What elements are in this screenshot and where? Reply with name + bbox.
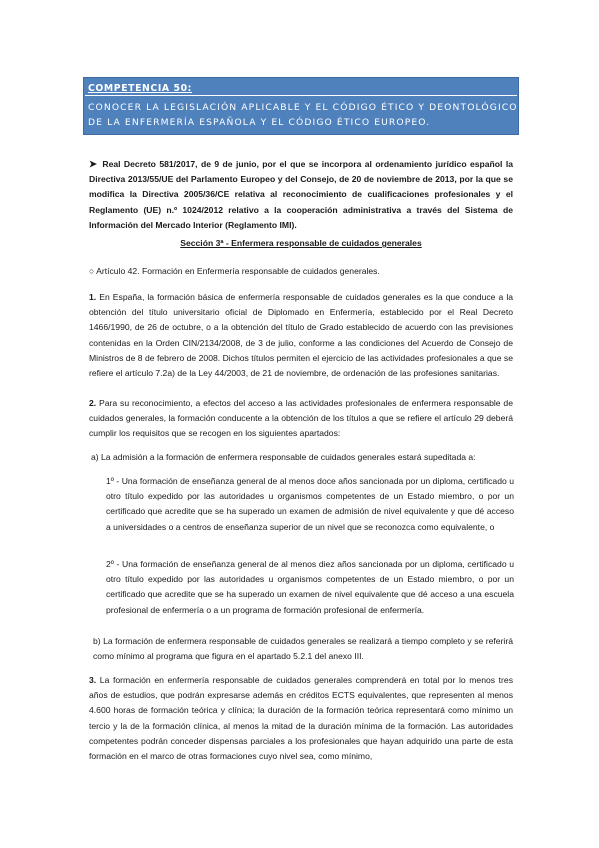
paragraph-2-text: Para su reconocimiento, a efectos del acceso a las actividades profesionales de enfermera responsable de cuidados generales, la formación conducente a la obtención de los títulos a que se refiere el artículo 29 deberá cumplir los requisitos que se recogen en los siguientes apartados: (89, 398, 513, 439)
paragraph-1-number: 1. (89, 292, 97, 302)
paragraph-2 (89, 396, 513, 442)
list-item-b: b) La formación de enfermera responsable de cuidados generales se realizará a tiempo completo y se referirá como mínimo al programa que figura en el apartado 5.2.1 del anexo III. (93, 636, 513, 662)
sub-item-2: 2º - Una formación de enseñanza general de al menos diez años sancionada por un diploma, certificado u otro título expedido por las autoridades u organismos competentes de un Estado miembro, o por un certificado que acredite que se ha superado un examen de nivel equivalente que dé acceso a una escuela profesional de enfermería o a un programa de formación profesional de enfermería. (106, 559, 514, 615)
paragraph-3 (89, 673, 513, 764)
paragraph-3-number: 3. (89, 675, 97, 685)
competency-header (83, 77, 519, 135)
header-divider (85, 95, 517, 96)
sub-item-1: 1º - Una formación de enseñanza general de al menos doce años sancionada por un diploma, certificado u otro título expedido por las autoridades u organismos competentes de un Estado miembro, o por un certificado que acredite que se ha superado un examen de admisión de nivel equivalente y que dé acceso a universidades o a centros de enseñanza superior de un nivel que se reconozca como equivalente, o (106, 476, 514, 532)
lead-paragraph (89, 157, 513, 233)
competency-description: CONOCER LA LEGISLACIÓN APLICABLE Y EL CÓDIGO ÉTICO Y DEONTOLÓGICO DE LA ENFERMERÍA ESPAÑOLA Y EL CÓDIGO ÉTICO EUROPEO. (88, 102, 518, 128)
arrow-bullet-icon: ➤ (89, 159, 97, 170)
competency-title: COMPETENCIA 50: (88, 83, 192, 94)
paragraph-1 (89, 290, 513, 381)
paragraph-3-text: La formación en enfermería responsable de cuidados generales comprenderá en total por lo menos tres años de estudios, que podrán expresarse además en créditos ECTS equivalentes, que representen al menos 4.600 horas de formación teórica y clínica; la duración de la formación teórica representará como mínimo un tercio y la de la formación clínica, al menos la mitad de la duración mínima de la formación. Las autoridades competentes podrán conceder dispensas parciales a los profesionales que hayan adquirido una parte de esta formación en el marco de otras formaciones cuyo nivel sea, como mínimo, (89, 675, 513, 762)
list-item-a: a) La admisión a la formación de enfermera responsable de cuidados generales estará supeditada a: (91, 452, 476, 462)
paragraph-2-number: 2. (89, 398, 97, 408)
paragraph-1-text: En España, la formación básica de enfermería responsable de cuidados generales es la que conduce a la obtención del título universitario oficial de Diplomado en Enfermería, establecido por el Real Decreto 1466/1990, de 26 de octubre, o a la obtención del título de Grado establecido de acuerdo con las previsiones contenidas en la Orden CIN/2134/2008, de 3 de julio, conforme a las condiciones del Acuerdo de Consejo de Ministros de 8 de febrero de 2008. Dichos títulos permiten el ejercicio de las actividades profesionales a que se refiere el artículo 7.2a) de la Ley 44/2003, de 21 de noviembre, de ordenación de las profesiones sanitarias. (89, 292, 514, 379)
section-heading: Sección 3ª - Enfermera responsable de cuidados generales (180, 238, 422, 248)
article-heading: ○ Artículo 42. Formación en Enfermería responsable de cuidados generales. (89, 266, 380, 276)
lead-text: Real Decreto 581/2017, de 9 de junio, por el que se incorpora al ordenamiento jurídico español la Directiva 2013/55/UE del Parlamento Europeo y del Consejo, de 20 de noviembre de 2013, por la que se modifica la Directiva 2005/36/CE relativa al reconocimiento de cualificaciones profesionales y el Reglamento (UE) n.º 1024/2012 relativo a la cooperación administrativa a través del Sistema de Información del Mercado Interior (Reglamento IMI). (89, 159, 513, 230)
